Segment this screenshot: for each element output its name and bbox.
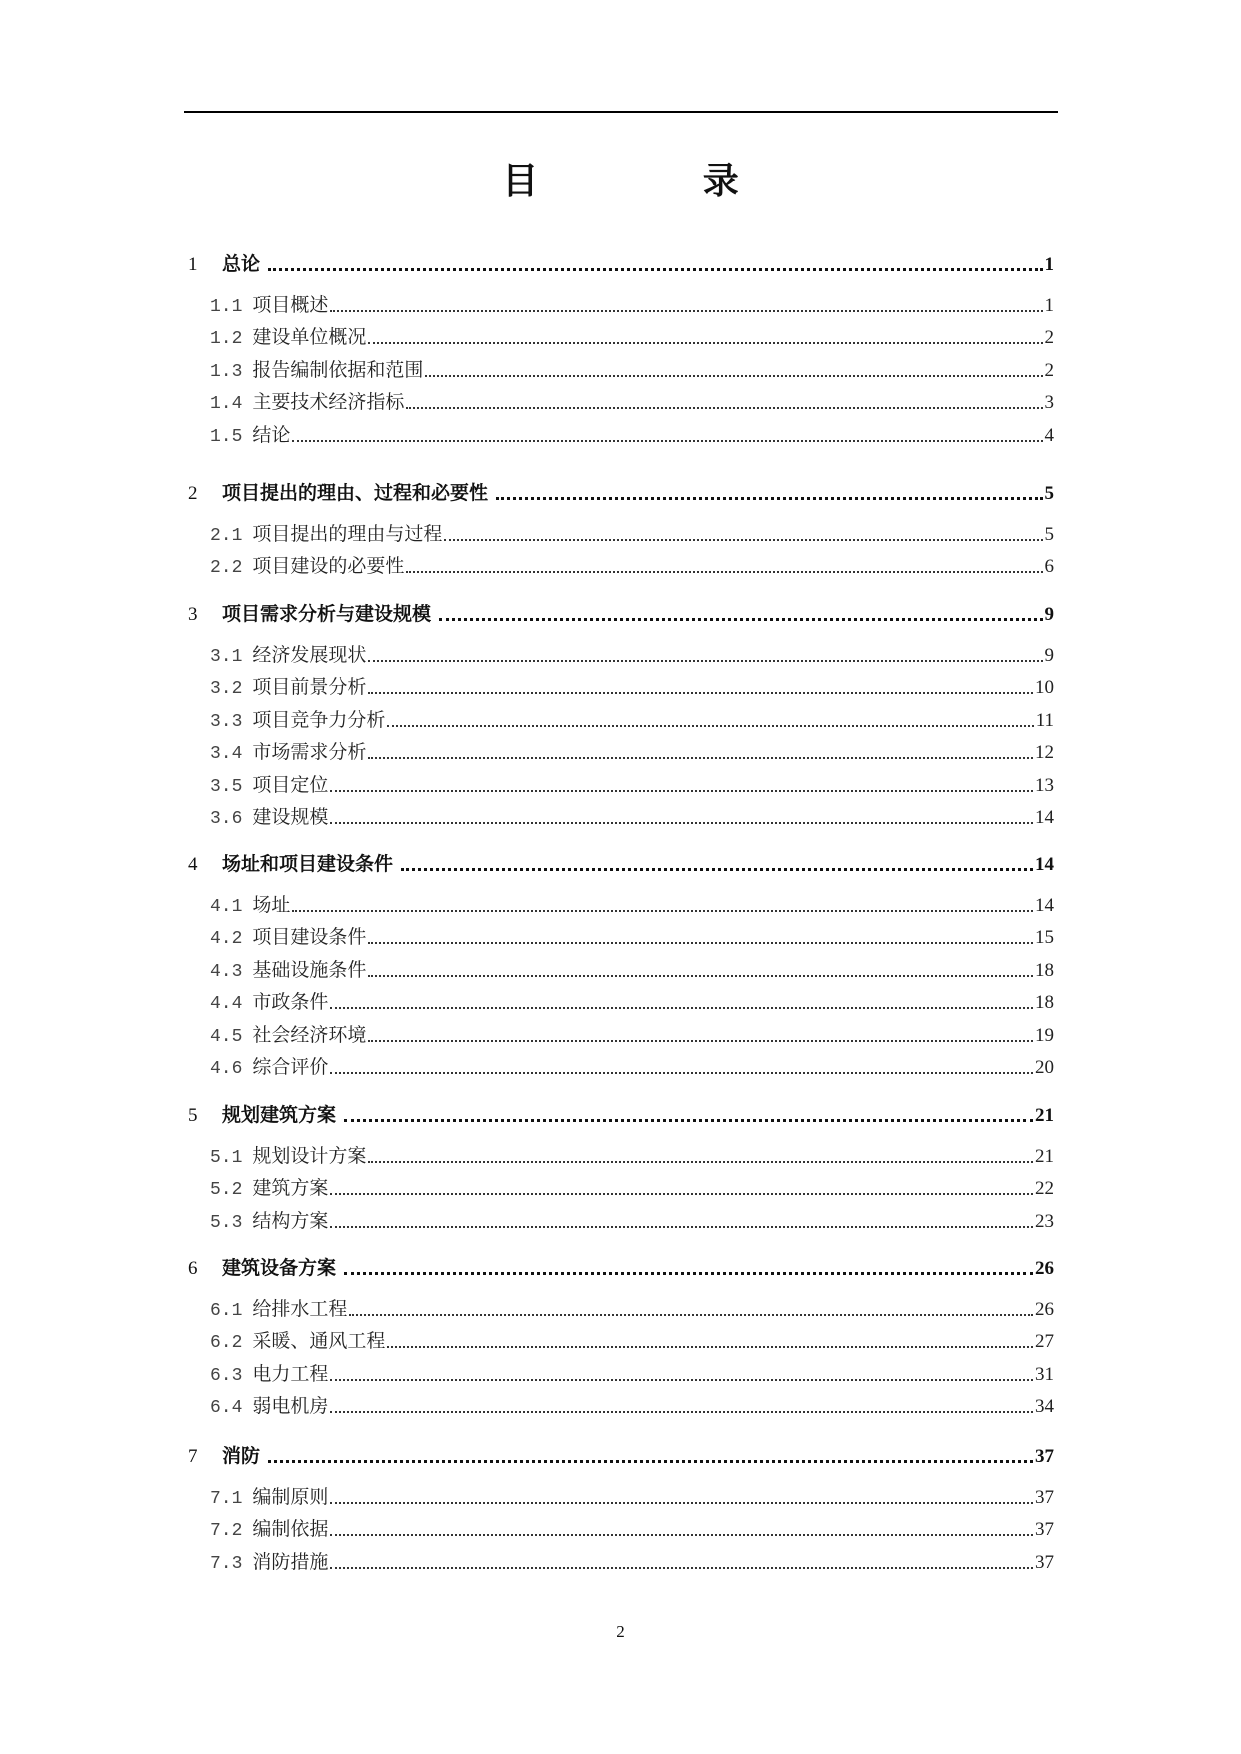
toc-entry-page: 13 xyxy=(1035,774,1054,796)
toc-section-entry[interactable] xyxy=(210,324,1054,350)
toc-dot-leader xyxy=(330,1006,1033,1009)
toc-dot-leader xyxy=(330,1192,1033,1195)
toc-entry-number: 3.6 xyxy=(210,809,243,829)
toc-entry-page: 14 xyxy=(1035,807,1054,828)
toc-entry-title: 综合评价 xyxy=(252,1056,329,1078)
toc-entry-number: 6.3 xyxy=(210,1365,243,1386)
toc-entry-page: 27 xyxy=(1035,1331,1054,1353)
toc-dot-leader xyxy=(401,867,1033,871)
toc-section-entry[interactable] xyxy=(210,521,1054,547)
toc-dot-leader xyxy=(425,374,1042,377)
toc-dot-leader xyxy=(330,1410,1033,1413)
toc-entry-page: 1 xyxy=(1044,295,1054,316)
page-number: 2 xyxy=(616,1622,625,1641)
toc-entry-title: 经济发展现状 xyxy=(252,644,367,666)
toc-section-entry[interactable] xyxy=(210,1175,1054,1201)
toc-entry-page: 22 xyxy=(1035,1178,1054,1200)
toc-dot-leader xyxy=(496,496,1042,500)
toc-entry-page: 23 xyxy=(1035,1210,1054,1232)
toc-entry-title: 市政条件 xyxy=(252,991,329,1014)
toc-dot-leader xyxy=(292,439,1042,442)
toc-entry-number: 1.5 xyxy=(210,426,243,447)
toc-entry-number: 5.2 xyxy=(210,1180,243,1201)
toc-entry-page: 14 xyxy=(1035,895,1054,916)
toc-section-entry[interactable] xyxy=(210,924,1054,950)
toc-entry-number: 7 xyxy=(188,1446,198,1467)
toc-section-entry[interactable] xyxy=(210,1484,1054,1510)
toc-chapter-entry[interactable] xyxy=(188,480,1054,506)
toc-entry-title: 弱电机房 xyxy=(252,1395,329,1418)
toc-entry-number: 5.1 xyxy=(210,1148,243,1168)
toc-section-entry[interactable] xyxy=(210,642,1054,668)
toc-entry-title: 主要技术经济指标 xyxy=(252,391,405,414)
toc-section-entry[interactable] xyxy=(210,892,1054,918)
toc-entry-page: 2 xyxy=(1044,327,1054,349)
toc-entry-number: 7.3 xyxy=(210,1553,243,1574)
toc-entry-page: 10 xyxy=(1035,677,1054,699)
toc-entry-title: 总论 xyxy=(222,253,261,275)
toc-dot-leader xyxy=(368,341,1042,344)
toc-section-entry[interactable] xyxy=(210,957,1054,983)
toc-section-entry[interactable] xyxy=(210,989,1054,1015)
toc-entry-page: 11 xyxy=(1035,709,1054,731)
toc-section-entry[interactable] xyxy=(210,707,1054,733)
toc-dot-leader xyxy=(330,1533,1033,1536)
toc-chapter-entry[interactable] xyxy=(188,1102,1054,1128)
toc-dot-leader xyxy=(387,1345,1033,1348)
toc-section-entry[interactable] xyxy=(210,357,1054,383)
toc-dot-leader xyxy=(268,267,1042,271)
toc-dot-leader xyxy=(292,909,1033,912)
toc-entry-page: 21 xyxy=(1035,1105,1054,1126)
toc-entry-page: 19 xyxy=(1035,1024,1054,1046)
toc-entry-title: 项目定位 xyxy=(252,773,329,796)
toc-entry-number: 1.3 xyxy=(210,361,243,382)
toc-dot-leader xyxy=(368,1039,1033,1042)
toc-entry-page: 5 xyxy=(1044,483,1054,504)
toc-entry-number: 3.5 xyxy=(210,776,243,797)
toc-entry-title: 项目需求分析与建设规模 xyxy=(222,603,432,625)
toc-entry-title: 建设单位概况 xyxy=(252,326,367,349)
toc-entry-title: 项目提出的理由、过程和必要性 xyxy=(222,482,489,504)
toc-entry-title: 项目概述 xyxy=(252,294,329,316)
toc-dot-leader xyxy=(330,789,1033,792)
toc-entry-number: 6.2 xyxy=(210,1333,243,1354)
toc-entry-page: 37 xyxy=(1035,1446,1054,1467)
toc-entry-title: 社会经济环境 xyxy=(252,1023,367,1046)
toc-chapter-entry[interactable] xyxy=(188,251,1054,277)
toc-dot-leader xyxy=(368,974,1033,977)
toc-section-entry[interactable] xyxy=(210,1328,1054,1354)
toc-dot-leader xyxy=(368,1160,1033,1163)
toc-title: 目 录 xyxy=(502,161,815,202)
toc-entry-page: 1 xyxy=(1044,254,1054,275)
toc-entry-page: 20 xyxy=(1035,1057,1054,1078)
toc-entry-page: 26 xyxy=(1035,1299,1054,1320)
toc-entry-title: 结构方案 xyxy=(252,1209,329,1232)
toc-dot-leader xyxy=(406,406,1042,409)
toc-dot-leader xyxy=(368,659,1042,662)
toc-entry-title: 项目竞争力分析 xyxy=(252,708,386,731)
toc-section-entry[interactable] xyxy=(210,1393,1054,1419)
toc-entry-number: 4.2 xyxy=(210,929,243,950)
toc-dot-leader xyxy=(406,570,1042,573)
toc-entry-number: 7.2 xyxy=(210,1521,243,1542)
toc-entry-number: 1.2 xyxy=(210,329,243,350)
toc-section-entry[interactable] xyxy=(210,739,1054,765)
toc-dot-leader xyxy=(444,538,1042,541)
toc-entry-number: 4.4 xyxy=(210,994,243,1015)
toc-entry-page: 26 xyxy=(1035,1258,1054,1279)
toc-entry-number: 6.1 xyxy=(210,1301,243,1321)
toc-dot-leader xyxy=(330,821,1033,824)
toc-entry-title: 项目前景分析 xyxy=(252,676,367,699)
toc-entry-number: 6.4 xyxy=(210,1398,243,1419)
toc-entry-number: 3.1 xyxy=(210,647,243,667)
toc-entry-title: 建筑设备方案 xyxy=(222,1257,337,1279)
toc-entry-number: 4 xyxy=(188,854,198,875)
toc-entry-number: 1 xyxy=(188,254,198,275)
toc-entry-number: 1.1 xyxy=(210,297,243,317)
toc-chapter-entry[interactable] xyxy=(188,851,1054,877)
toc-entry-title: 基础设施条件 xyxy=(252,958,367,981)
toc-chapter-entry[interactable] xyxy=(188,1255,1054,1281)
toc-section-entry[interactable] xyxy=(210,1022,1054,1048)
toc-entry-page: 3 xyxy=(1044,392,1054,414)
toc-entry-number: 3.2 xyxy=(210,679,243,700)
toc-dot-leader xyxy=(387,724,1033,727)
toc-section-entry[interactable] xyxy=(210,804,1054,830)
toc-dot-leader xyxy=(330,1566,1033,1569)
toc-entry-number: 1.4 xyxy=(210,394,243,415)
toc-entry-number: 3 xyxy=(188,604,198,625)
toc-entry-title: 项目提出的理由与过程 xyxy=(252,523,443,545)
toc-chapter-entry[interactable] xyxy=(188,1443,1054,1469)
toc-entry-title: 编制原则 xyxy=(252,1486,329,1508)
toc-entry-title: 建筑方案 xyxy=(252,1177,329,1200)
toc-entry-page: 37 xyxy=(1035,1519,1054,1541)
toc-chapter-entry[interactable] xyxy=(188,601,1054,627)
toc-entry-title: 项目建设的必要性 xyxy=(252,555,405,578)
toc-entry-title: 消防 xyxy=(222,1445,261,1467)
toc-dot-leader xyxy=(344,1271,1033,1275)
toc-entry-number: 3.4 xyxy=(210,744,243,765)
toc-entry-page: 31 xyxy=(1035,1363,1054,1385)
toc-entry-page: 18 xyxy=(1035,959,1054,981)
toc-section-entry[interactable] xyxy=(210,1549,1054,1575)
toc-section-entry[interactable] xyxy=(210,1054,1054,1080)
toc-entry-number: 3.3 xyxy=(210,711,243,732)
toc-entry-page: 14 xyxy=(1035,854,1054,875)
toc-entry-title: 建设规模 xyxy=(252,806,329,828)
toc-entry-title: 给排水工程 xyxy=(252,1298,348,1320)
toc-entry-number: 2.2 xyxy=(210,558,243,579)
toc-section-entry[interactable] xyxy=(210,772,1054,798)
toc-dot-leader xyxy=(330,309,1042,312)
toc-entry-page: 6 xyxy=(1044,556,1054,578)
toc-dot-leader xyxy=(344,1118,1033,1122)
toc-entry-page: 9 xyxy=(1044,604,1054,625)
toc-entry-title: 规划建筑方案 xyxy=(222,1104,337,1126)
toc-entry-title: 报告编制依据和范围 xyxy=(252,358,424,381)
toc-dot-leader xyxy=(330,1501,1033,1504)
toc-section-entry[interactable] xyxy=(210,292,1054,318)
toc-section-entry[interactable] xyxy=(210,1516,1054,1542)
toc-entry-title: 电力工程 xyxy=(252,1362,329,1385)
toc-entry-title: 编制依据 xyxy=(252,1518,329,1541)
toc-entry-number: 2.1 xyxy=(210,526,243,546)
toc-entry-page: 5 xyxy=(1044,524,1054,545)
toc-entry-title: 市场需求分析 xyxy=(252,741,367,764)
toc-dot-leader xyxy=(368,691,1033,694)
toc-entry-number: 5 xyxy=(188,1105,198,1126)
toc-entry-page: 34 xyxy=(1035,1396,1054,1418)
toc-entry-number: 5.3 xyxy=(210,1212,243,1233)
toc-section-entry[interactable] xyxy=(210,422,1054,448)
toc-dot-leader xyxy=(330,1071,1033,1074)
toc-dot-leader xyxy=(439,617,1042,621)
toc-entry-title: 规划设计方案 xyxy=(252,1145,367,1167)
toc-entry-title: 场址 xyxy=(252,894,291,916)
toc-section-entry[interactable] xyxy=(210,1143,1054,1169)
toc-section-entry[interactable] xyxy=(210,1208,1054,1234)
toc-section-entry[interactable] xyxy=(210,389,1054,415)
toc-entry-number: 4.1 xyxy=(210,897,243,917)
toc-entry-page: 15 xyxy=(1035,927,1054,949)
toc-entry-page: 12 xyxy=(1035,742,1054,764)
toc-entry-title: 结论 xyxy=(252,423,291,446)
toc-entry-page: 21 xyxy=(1035,1146,1054,1167)
toc-entry-title: 消防措施 xyxy=(252,1550,329,1573)
toc-section-entry[interactable] xyxy=(210,553,1054,579)
toc-entry-number: 6 xyxy=(188,1258,198,1279)
toc-entry-number: 4.3 xyxy=(210,961,243,982)
toc-dot-leader xyxy=(330,1378,1033,1381)
toc-section-entry[interactable] xyxy=(210,1296,1054,1322)
toc-entry-page: 37 xyxy=(1035,1551,1054,1573)
toc-entry-page: 4 xyxy=(1044,424,1054,446)
toc-entry-title: 采暖、通风工程 xyxy=(252,1330,386,1353)
toc-entry-page: 2 xyxy=(1044,359,1054,381)
toc-dot-leader xyxy=(368,756,1033,759)
toc-entry-number: 2 xyxy=(188,483,198,504)
toc-section-entry[interactable] xyxy=(210,674,1054,700)
toc-dot-leader xyxy=(368,941,1033,944)
toc-dot-leader xyxy=(330,1225,1033,1228)
toc-entry-page: 9 xyxy=(1044,645,1054,666)
toc-dot-leader xyxy=(268,1459,1033,1463)
toc-dot-leader xyxy=(349,1313,1033,1316)
toc-entry-page: 37 xyxy=(1035,1487,1054,1508)
toc-entry-title: 项目建设条件 xyxy=(252,926,367,949)
toc-section-entry[interactable] xyxy=(210,1361,1054,1387)
toc-entry-number: 7.1 xyxy=(210,1489,243,1509)
toc-entry-title: 场址和项目建设条件 xyxy=(222,853,394,875)
toc-entry-number: 4.5 xyxy=(210,1026,243,1047)
toc-entry-number: 4.6 xyxy=(210,1059,243,1079)
toc-entry-page: 18 xyxy=(1035,992,1054,1014)
